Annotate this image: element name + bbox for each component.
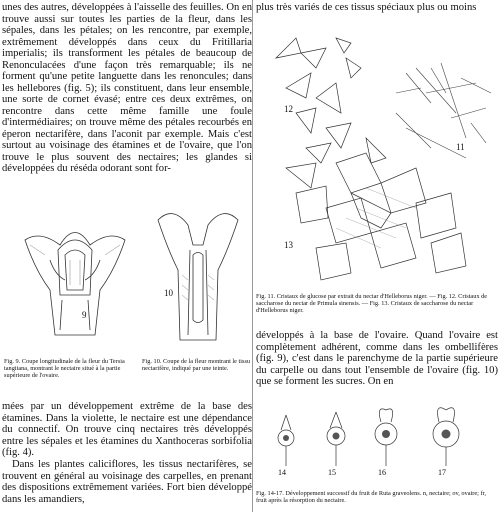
figure-15-label: 15 bbox=[328, 468, 336, 477]
figure-10-number: 10 bbox=[164, 288, 173, 298]
figure-10 bbox=[148, 200, 248, 358]
fruit-illustration bbox=[256, 400, 498, 478]
left-paragraph-2: mées par un développement extrême de la base des étamines. Dans la violette, le nectaire est une dépendance du connectif. On trouve cinq nectaires très développés entre les sépales et les étamines du Xanthoceras sorbifolia (fig. 4). bbox=[2, 401, 252, 458]
figure-14-label: 14 bbox=[278, 468, 286, 477]
column-divider bbox=[252, 0, 253, 512]
right-paragraph-1: développés à la base de l'ovaire. Quand l'ovaire est complètement adhérent, comme dans les ombellifères (fig. 9), c'est dans le parenchyme de la partie supérieure du carpelle ou dans tout l'ensemble de l'ovaire (fig. 10) que se forment les sucres. On en bbox=[256, 330, 498, 387]
left-paragraph-1: unes des autres, développées à l'aisselle des feuilles. On en trouve aussi sur toutes les parties de la fleur, dans les sépales, dans les pétales; on les rencontre, par exemple, extrêmement développés dans ceux du Fritillaria imperialis; ils transforment les pétales de beaucoup de Renonculacées d'une façon très remarquable; ils ne forment qu'une petite languette dans les renoncules; dans les hellebores (fig. 5); ils constituent, dans leur ensemble, une sorte de cornet évasé; entre ces deux extrêmes, on rencontre dans cette même famille une foule d'intermédiaires; on trouve même des pétales recourbés en éperon nectarifère, dans l'aconit par exemple. Mais c'est surtout au voisinage des étamines et de l'ovaire, que l'on trouve le plus souvent des nectaires; les glandes si développées du réséda odorant sont for- bbox=[2, 2, 252, 174]
flower-section-illustration bbox=[20, 200, 130, 340]
left-paragraph-3: Dans les plantes caliciflores, les tissus nectarifères, se trouvent en général au voisinage des carpelles, en prenant des dispositions extrêmement variées. Fort bien développé dans les amandiers, bbox=[2, 459, 252, 505]
figure-9-caption: Fig. 9. Coupe longitudinale de la fleur du Tersia tangitana, montrant le nectaire situé à la partie supérieure de l'ovaire. bbox=[4, 358, 125, 380]
figure-10-caption: Fig. 10. Coupe de la fleur montrant le tissu nectarifère, indiqué par une teinte. bbox=[142, 358, 251, 373]
right-top-line: plus très variés de ces tissus spéciaux plus ou moins bbox=[256, 2, 477, 13]
crystal-figures bbox=[256, 18, 498, 290]
figure-16-label: 16 bbox=[378, 468, 386, 477]
fruit-caption: Fig. 14-17. Développement successif du fruit de Ruta graveolens. n, nectaire; ov, ovaire; fr, fruit après la résorption du nectaire. bbox=[256, 490, 486, 505]
crystal-caption: Fig. 11. Cristaux de glucose par extrait du nectar d'Helleborus niger. — Fig. 12. Cristaux de saccharose du nectar de Primula sinensis. — Fig. 13. Cristaux de saccharose du nectar d'Helleborus niger. bbox=[256, 293, 488, 315]
flower-tissue-illustration bbox=[148, 200, 248, 350]
figure-12-number: 12 bbox=[284, 104, 293, 114]
figure-11-number: 11 bbox=[456, 142, 465, 152]
figure-13-number: 13 bbox=[284, 240, 293, 250]
fruit-figures bbox=[256, 400, 498, 488]
figure-17-label: 17 bbox=[438, 468, 446, 477]
figure-9 bbox=[20, 200, 130, 358]
figure-9-number: 9 bbox=[82, 310, 87, 320]
